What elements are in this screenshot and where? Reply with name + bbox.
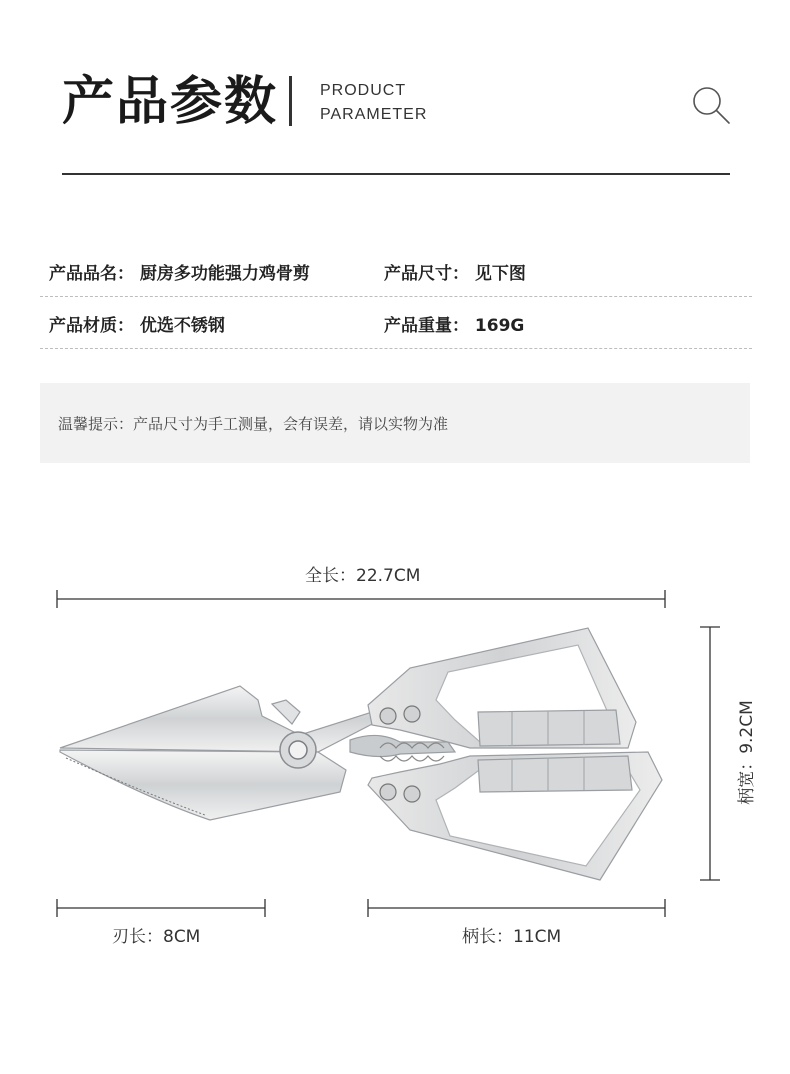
handle-length-line <box>368 899 665 917</box>
spec-label: 产品品名： <box>49 264 134 284</box>
blade-length-label: 刃长：8CM <box>112 927 201 947</box>
scissors-icon <box>60 628 662 880</box>
spec-value: 厨房多功能强力鸡骨剪 <box>139 264 310 284</box>
page-title: 产品参数 <box>62 72 279 132</box>
spec-value: 169G <box>474 316 525 336</box>
spec-label: 产品重量： <box>384 316 469 336</box>
blade-length-line <box>57 899 265 917</box>
subtitle-line-1: PRODUCT <box>320 82 407 99</box>
spec-label: 产品尺寸： <box>384 264 469 284</box>
handle-length-label: 柄长：11CM <box>462 927 562 947</box>
total-length-label: 全长：22.7CM <box>305 566 421 586</box>
tip-text: 温馨提示：产品尺寸为手工测量，会有误差，请以实物为准 <box>58 415 449 433</box>
handle-width-line <box>700 627 720 880</box>
subtitle-line-2: PARAMETER <box>320 106 428 123</box>
spec-value: 见下图 <box>474 264 526 284</box>
spec-label: 产品材质： <box>49 316 134 336</box>
total-length-line <box>57 590 665 608</box>
handle-width-label: 柄宽：9.2CM <box>736 700 757 805</box>
spec-value: 优选不锈钢 <box>139 316 225 336</box>
